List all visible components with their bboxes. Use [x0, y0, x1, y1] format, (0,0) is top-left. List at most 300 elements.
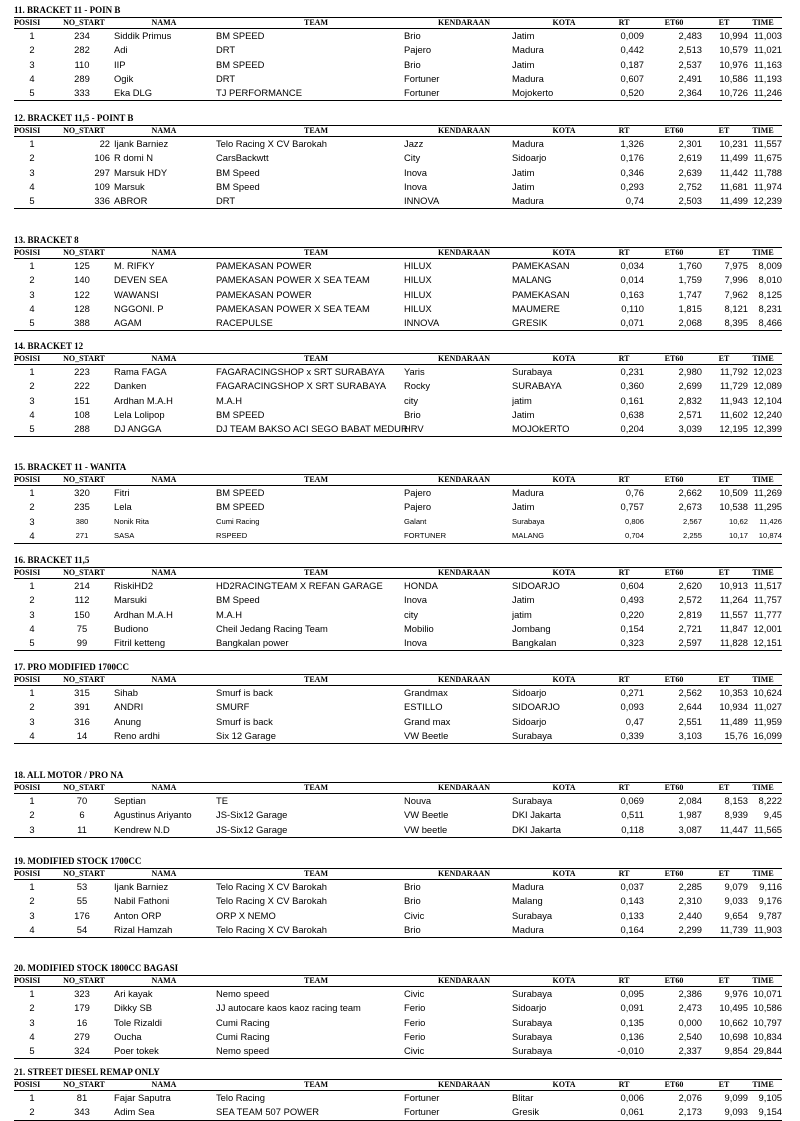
header-no-start: NO_START	[63, 354, 105, 363]
et60-cell: 2,980	[678, 366, 702, 377]
header-kendaraan: KENDARAAN	[438, 475, 490, 484]
posisi-cell: 5	[29, 87, 35, 99]
table-row	[14, 379, 782, 393]
time-cell: 12,089	[753, 380, 782, 392]
et-cell: 8,121	[724, 302, 748, 314]
nama-cell: DJ ANGGA	[114, 423, 162, 435]
table-row	[14, 579, 782, 593]
nama-cell: Budiono	[114, 622, 149, 634]
kota-cell: jatim	[512, 608, 532, 620]
et60-cell: 2,819	[678, 608, 702, 620]
posisi-cell: 4	[29, 923, 35, 935]
team-cell: PAMEKASAN POWER	[216, 260, 312, 271]
nama-cell: DEVEN SEA	[114, 274, 168, 286]
header-time: TIME	[752, 869, 774, 878]
et-cell: 9,033	[724, 895, 748, 907]
posisi-cell: 4	[29, 302, 35, 314]
header-kendaraan: KENDARAAN	[438, 976, 490, 985]
rt-cell: 0,163	[620, 288, 644, 300]
header-posisi: POSISI	[14, 976, 41, 985]
nama-cell: Agustinus Ariyanto	[114, 809, 192, 821]
kota-cell: Surabaya	[512, 729, 553, 741]
table-header	[14, 17, 782, 29]
time-cell: 11,003	[754, 30, 782, 41]
et-cell: 10,726	[719, 87, 748, 99]
section-title: 13. BRACKET 8	[14, 235, 79, 245]
et-cell: 9,079	[724, 881, 748, 892]
posisi-cell: 2	[29, 501, 35, 513]
kendaraan-cell: HILUX	[404, 274, 432, 286]
kota-cell: Surabaya	[512, 1030, 553, 1042]
nama-cell: Fajar Saputra	[114, 1092, 171, 1103]
et60-cell: 2,619	[678, 152, 702, 164]
posisi-cell: 1	[29, 30, 35, 41]
table-row	[14, 686, 782, 700]
et60-cell: 1,815	[678, 302, 702, 314]
posisi-cell: 1	[29, 487, 35, 498]
kota-cell: Madura	[512, 44, 544, 56]
et60-cell: 2,551	[678, 715, 702, 727]
rt-cell: 0,133	[620, 909, 644, 921]
no-start-cell: 54	[76, 923, 88, 935]
kota-cell: Madura	[512, 195, 544, 207]
section-title: 19. MODIFIED STOCK 1700CC	[14, 856, 142, 866]
header-team: TEAM	[304, 869, 328, 878]
team-cell: Cumi Racing	[216, 516, 260, 526]
header-posisi: POSISI	[14, 248, 41, 257]
kendaraan-cell: INNOVA	[404, 195, 440, 207]
header-team: TEAM	[304, 354, 328, 363]
nama-cell: Marsuk HDY	[114, 166, 168, 178]
no-start-cell: 234	[74, 30, 90, 41]
et-cell: 9,099	[724, 1092, 748, 1103]
header-kendaraan: KENDARAAN	[438, 1080, 490, 1089]
no-start-cell: 315	[74, 687, 90, 698]
no-start-cell: 55	[76, 895, 88, 907]
kendaraan-cell: Brio	[404, 895, 421, 907]
team-cell: DRT	[216, 72, 236, 84]
kota-cell: GRESIK	[512, 317, 548, 329]
header-team: TEAM	[304, 475, 328, 484]
time-cell: 11,959	[754, 715, 782, 727]
no-start-cell: 324	[74, 1045, 90, 1057]
kendaraan-cell: Grandmax	[404, 687, 448, 698]
team-cell: DRT	[216, 44, 236, 56]
header-et: ET	[718, 783, 730, 792]
table-header	[14, 125, 782, 137]
table-row	[14, 622, 782, 636]
kota-cell: Surabaya	[512, 909, 553, 921]
no-start-cell: 271	[75, 530, 89, 540]
team-cell: Cheil Jedang Racing Team	[216, 622, 328, 634]
kota-cell: SIDOARJO	[512, 701, 560, 713]
header-rt: RT	[618, 354, 630, 363]
posisi-cell: 2	[29, 594, 35, 606]
time-cell: 8,010	[758, 274, 782, 286]
team-cell: Cumi Racing	[216, 1016, 270, 1028]
team-cell: FAGARACINGSHOP x SRT SURABAYA	[216, 366, 385, 377]
rt-cell: 0,071	[620, 317, 644, 329]
rt-cell: 0,293	[620, 180, 644, 192]
time-cell: 10,797	[753, 1016, 782, 1028]
et-cell: 10,662	[719, 1016, 748, 1028]
header-time: TIME	[752, 976, 774, 985]
et60-cell: 2,491	[678, 72, 702, 84]
kota-cell: Jatim	[512, 501, 535, 513]
header-time: TIME	[752, 475, 774, 484]
rt-cell: 0,339	[620, 729, 644, 741]
header-et: ET	[718, 976, 730, 985]
rt-cell: 0,037	[620, 881, 644, 892]
kota-cell: MALANG	[512, 530, 545, 540]
no-start-cell: 14	[76, 729, 88, 741]
kendaraan-cell: city	[404, 394, 419, 406]
header-rt: RT	[618, 568, 630, 577]
nama-cell: Oucha	[114, 1030, 142, 1042]
time-cell: 11,021	[754, 44, 782, 56]
et-cell: 11,943	[720, 394, 748, 406]
header-rt: RT	[618, 783, 630, 792]
et-cell: 11,828	[720, 637, 748, 649]
table-row	[14, 593, 782, 607]
nama-cell: Danken	[114, 380, 147, 392]
kota-cell: Madura	[512, 881, 544, 892]
table-row	[14, 1091, 782, 1105]
posisi-cell: 5	[29, 195, 35, 207]
header-kendaraan: KENDARAAN	[438, 248, 490, 257]
no-start-cell: 176	[74, 909, 90, 921]
rt-cell: 0,360	[620, 380, 644, 392]
table-row	[14, 72, 782, 86]
table-row	[14, 608, 782, 622]
kendaraan-cell: INNOVA	[404, 317, 440, 329]
no-start-cell: 388	[74, 317, 90, 329]
posisi-cell: 5	[29, 637, 35, 649]
kota-cell: Jatim	[512, 166, 535, 178]
table-row	[14, 636, 782, 650]
table-row	[14, 909, 782, 923]
header-time: TIME	[752, 783, 774, 792]
table-row	[14, 151, 782, 165]
kota-cell: Jatim	[512, 180, 535, 192]
header-team: TEAM	[304, 126, 328, 135]
table-row	[14, 365, 782, 379]
header-et: ET	[718, 18, 730, 27]
kendaraan-cell: Inova	[404, 637, 427, 649]
team-cell: Telo Racing X CV Barokah	[216, 923, 327, 935]
posisi-cell: 3	[29, 823, 35, 835]
et60-cell: 2,662	[678, 487, 702, 498]
et-cell: 10,17	[728, 530, 748, 540]
kota-cell: Surabaya	[512, 1045, 553, 1057]
nama-cell: Eka DLG	[114, 87, 153, 99]
posisi-cell: 5	[29, 423, 35, 435]
rt-cell: 0,271	[620, 687, 644, 698]
posisi-cell: 1	[29, 260, 35, 271]
no-start-cell: 333	[74, 87, 90, 99]
nama-cell: Ijank Barniez	[114, 881, 169, 892]
table-header	[14, 247, 782, 259]
header-kendaraan: KENDARAAN	[438, 354, 490, 363]
rt-cell: 0,220	[620, 608, 644, 620]
header-et: ET	[718, 354, 730, 363]
rt-cell: 0,442	[620, 44, 644, 56]
header-et60: ET60	[664, 976, 684, 985]
kota-cell: Bangkalan	[512, 637, 557, 649]
et-cell: 10,509	[719, 487, 748, 498]
no-start-cell: 53	[76, 881, 88, 892]
section-title: 15. BRACKET 11 - WANITA	[14, 462, 127, 472]
no-start-cell: 222	[74, 380, 90, 392]
no-start-cell: 112	[74, 594, 90, 606]
rt-cell: 0,323	[620, 637, 644, 649]
kota-cell: Malang	[512, 895, 543, 907]
table-body	[14, 686, 782, 744]
team-cell: RACEPULSE	[216, 317, 273, 329]
nama-cell: Dikky SB	[114, 1002, 153, 1014]
et60-cell: 2,673	[678, 501, 702, 513]
time-cell: 9,105	[758, 1092, 782, 1103]
table-row	[14, 259, 782, 273]
posisi-cell: 4	[29, 72, 35, 84]
posisi-cell: 3	[29, 166, 35, 178]
kendaraan-cell: Inova	[404, 594, 427, 606]
kota-cell: Jatim	[512, 58, 535, 70]
header-time: TIME	[752, 126, 774, 135]
header-no-start: NO_START	[63, 783, 105, 792]
header-et: ET	[718, 675, 730, 684]
rt-cell: 0,154	[620, 622, 644, 634]
time-cell: 8,231	[758, 302, 782, 314]
team-cell: M.A.H	[216, 394, 243, 406]
no-start-cell: 6	[79, 809, 85, 821]
header-team: TEAM	[304, 976, 328, 985]
posisi-cell: 4	[29, 1030, 35, 1042]
et-cell: 9,654	[724, 909, 748, 921]
posisi-cell: 2	[29, 1002, 35, 1014]
header-et60: ET60	[664, 869, 684, 878]
et60-cell: 2,699	[678, 380, 702, 392]
no-start-cell: 336	[94, 195, 110, 207]
et-cell: 9,093	[724, 1106, 748, 1118]
kota-cell: SURABAYA	[512, 380, 562, 392]
rt-cell: 0,47	[625, 715, 644, 727]
header-et: ET	[718, 475, 730, 484]
header-kota: KOTA	[552, 126, 576, 135]
kendaraan-cell: ESTILLO	[404, 701, 443, 713]
table-row	[14, 729, 782, 743]
time-cell: 11,269	[754, 487, 782, 498]
kota-cell: Madura	[512, 487, 544, 498]
et60-cell: 2,571	[678, 408, 702, 420]
table-row	[14, 894, 782, 908]
team-cell: Telo Racing X CV Barokah	[216, 881, 327, 892]
header-et60: ET60	[664, 783, 684, 792]
kota-cell: Madura	[512, 138, 544, 149]
et60-cell: 1,747	[678, 288, 702, 300]
kota-cell: MOJOkERTO	[512, 423, 570, 435]
table-row	[14, 394, 782, 408]
header-rt: RT	[618, 18, 630, 27]
time-cell: 10,834	[753, 1030, 782, 1042]
et60-cell: 2,752	[678, 180, 702, 192]
section-title: 18. ALL MOTOR / PRO NA	[14, 770, 124, 780]
table-row	[14, 194, 782, 208]
et60-cell: 2,562	[678, 687, 702, 698]
kota-cell: Surabaya	[512, 795, 553, 806]
time-cell: 11,757	[754, 594, 782, 606]
nama-cell: Rizal Hamzah	[114, 923, 173, 935]
et-cell: 11,681	[720, 180, 748, 192]
time-cell: 12,001	[753, 622, 782, 634]
et-cell: 11,447	[720, 823, 748, 835]
posisi-cell: 1	[29, 988, 35, 999]
section-title: 12. BRACKET 11,5 - POINT B	[14, 113, 134, 123]
kendaraan-cell: VW Beetle	[404, 729, 449, 741]
table-row	[14, 422, 782, 436]
kendaraan-cell: Brio	[404, 881, 421, 892]
kendaraan-cell: Inova	[404, 180, 427, 192]
kendaraan-cell: Brio	[404, 58, 421, 70]
header-no-start: NO_START	[63, 1080, 105, 1089]
et-cell: 11,264	[720, 594, 748, 606]
nama-cell: Marsuk	[114, 180, 145, 192]
no-start-cell: 320	[74, 487, 90, 498]
header-nama: NAMA	[151, 675, 177, 684]
time-cell: 11,903	[754, 923, 782, 935]
no-start-cell: 297	[94, 166, 110, 178]
table-row	[14, 486, 782, 500]
table-body	[14, 486, 782, 544]
header-et60: ET60	[664, 1080, 684, 1089]
kendaraan-cell: Brio	[404, 408, 421, 420]
table-row	[14, 302, 782, 316]
section-title: 21. STREET DIESEL REMAP ONLY	[14, 1067, 160, 1077]
kota-cell: Surabaya	[512, 366, 553, 377]
et60-cell: 3,087	[678, 823, 702, 835]
posisi-cell: 2	[29, 274, 35, 286]
et-cell: 10,62	[728, 516, 748, 526]
nama-cell: Reno ardhi	[114, 729, 160, 741]
posisi-cell: 3	[29, 1016, 35, 1028]
team-cell: Telo Racing	[216, 1092, 265, 1103]
team-cell: TJ PERFORMANCE	[216, 87, 302, 99]
time-cell: 11,517	[754, 580, 782, 591]
team-cell: TE	[216, 795, 228, 806]
team-cell: BM SPEED	[216, 30, 265, 41]
time-cell: 16,099	[753, 729, 782, 741]
team-cell: JJ autocare kaos kaoz racing team	[216, 1002, 361, 1014]
table-header	[14, 474, 782, 486]
rt-cell: 0,520	[620, 87, 644, 99]
kota-cell: Surabaya	[512, 1016, 553, 1028]
header-team: TEAM	[304, 1080, 328, 1089]
header-team: TEAM	[304, 18, 328, 27]
time-cell: 10,624	[753, 687, 782, 698]
nama-cell: Adim Sea	[114, 1106, 155, 1118]
rt-cell: 0,231	[620, 366, 644, 377]
header-et60: ET60	[664, 248, 684, 257]
kota-cell: MALANG	[512, 274, 552, 286]
header-posisi: POSISI	[14, 18, 41, 27]
table-row	[14, 515, 782, 529]
posisi-cell: 1	[29, 795, 35, 806]
et-cell: 11,729	[720, 380, 748, 392]
kendaraan-cell: Civic	[404, 909, 425, 921]
kota-cell: Madura	[512, 72, 544, 84]
header-et60: ET60	[664, 475, 684, 484]
team-cell: RSPEED	[216, 530, 248, 540]
kendaraan-cell: Pajero	[404, 44, 432, 56]
rt-cell: 0,135	[620, 1016, 644, 1028]
table-header	[14, 782, 782, 794]
nama-cell: R domi N	[114, 152, 154, 164]
kendaraan-cell: Pajero	[404, 501, 432, 513]
time-cell: 8,222	[758, 795, 782, 806]
team-cell: Six 12 Garage	[216, 729, 276, 741]
header-kota: KOTA	[552, 976, 576, 985]
et60-cell: 2,483	[678, 30, 702, 41]
header-no-start: NO_START	[63, 568, 105, 577]
et60-cell: 2,572	[678, 594, 702, 606]
kota-cell: DKI Jakarta	[512, 809, 561, 821]
header-rt: RT	[618, 1080, 630, 1089]
kendaraan-cell: City	[404, 152, 421, 164]
nama-cell: Adi	[114, 44, 128, 56]
table-row	[14, 1001, 782, 1015]
rt-cell: 1,326	[620, 138, 644, 149]
kendaraan-cell: HONDA	[404, 580, 438, 591]
header-time: TIME	[752, 568, 774, 577]
et60-cell: 2,537	[678, 58, 702, 70]
table-header	[14, 868, 782, 880]
header-et60: ET60	[664, 126, 684, 135]
kota-cell: Sidoarjo	[512, 715, 547, 727]
et-cell: 9,976	[724, 988, 748, 999]
et60-cell: 2,567	[682, 516, 702, 526]
table-row	[14, 1044, 782, 1058]
no-start-cell: 235	[74, 501, 90, 513]
header-nama: NAMA	[151, 18, 177, 27]
posisi-cell: 4	[29, 180, 35, 192]
posisi-cell: 1	[29, 881, 35, 892]
kota-cell: Madura	[512, 923, 544, 935]
header-kota: KOTA	[552, 18, 576, 27]
et60-cell: 2,255	[682, 530, 702, 540]
header-kota: KOTA	[552, 354, 576, 363]
table-body	[14, 365, 782, 437]
time-cell: 9,45	[763, 809, 782, 821]
rt-cell: 0,118	[621, 823, 644, 835]
posisi-cell: 3	[29, 288, 35, 300]
et60-cell: 2,084	[678, 795, 702, 806]
header-kota: KOTA	[552, 475, 576, 484]
kendaraan-cell: Yaris	[404, 366, 425, 377]
time-cell: 12,240	[753, 408, 782, 420]
et-cell: 10,994	[719, 30, 748, 41]
et-cell: 10,976	[719, 58, 748, 70]
no-start-cell: 122	[74, 288, 90, 300]
table-row	[14, 700, 782, 714]
no-start-cell: 81	[76, 1092, 88, 1103]
table-row	[14, 1016, 782, 1030]
rt-cell: 0,806	[624, 516, 644, 526]
team-cell: BM Speed	[216, 594, 260, 606]
posisi-cell: 5	[29, 317, 35, 329]
et-cell: 7,962	[724, 288, 748, 300]
kota-cell: Jombang	[512, 622, 551, 634]
rt-cell: 0,091	[620, 1002, 644, 1014]
